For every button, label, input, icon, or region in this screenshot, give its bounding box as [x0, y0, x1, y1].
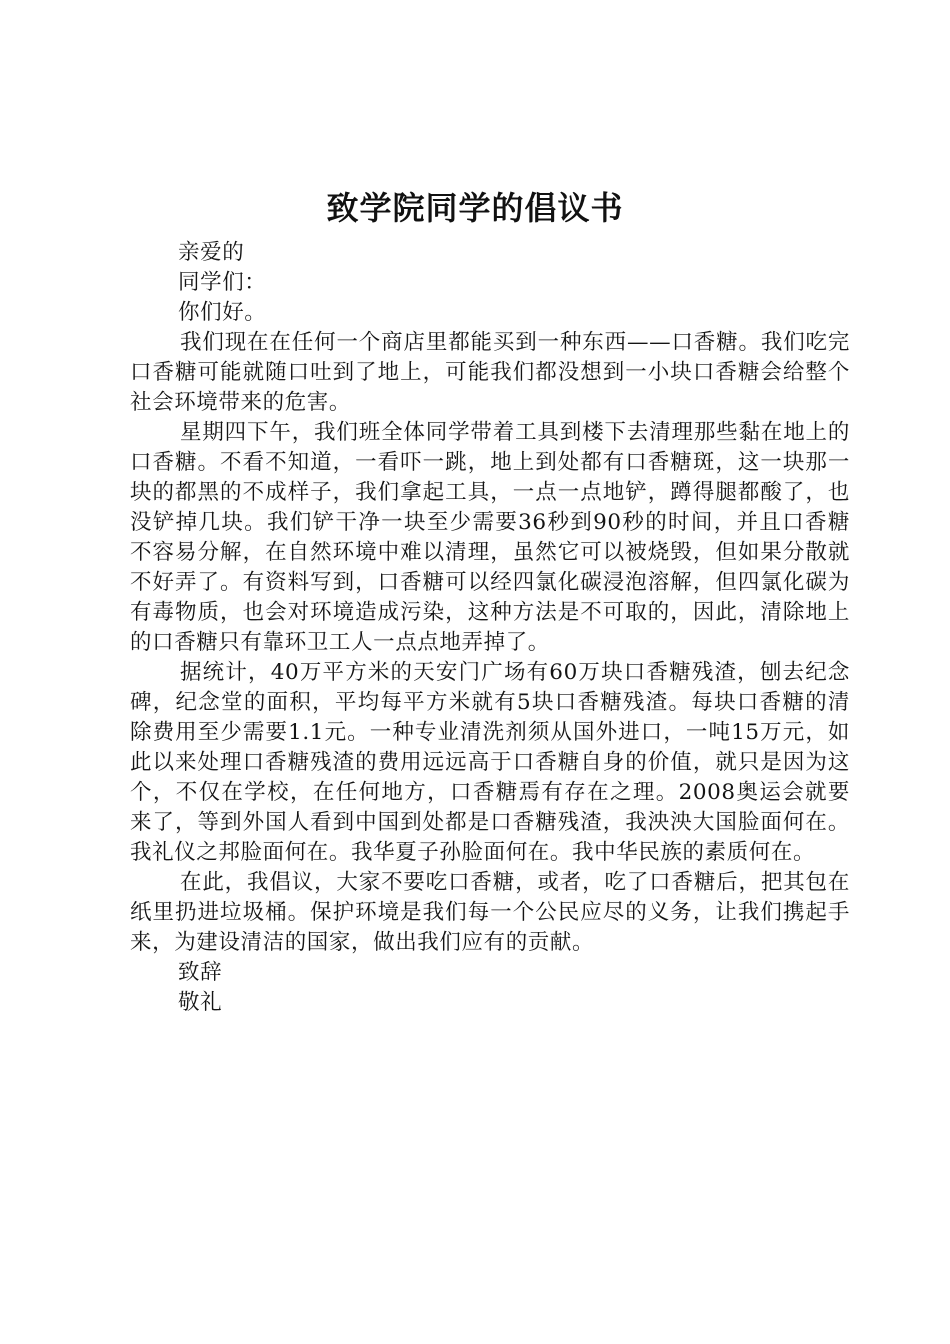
- paragraph-3: 据统计，40万平方米的天安门广场有60万块口香糖残渣，刨去纪念碑，纪念堂的面积，平均每平方米就有5块口香糖残渣。每块口香糖的清除费用至少需要1.1元。一种专业清洗剂须从国外进口，一吨15万元，如此以来处理口香糖残渣的费用远远高于口香糖自身的价值，就只是因为这个，不仅在学校，在任何地方，口香糖焉有存在之理。2008奥运会就要来了，等到外国人看到中国到处都是口香糖残渣，我泱泱大国脸面何在。我礼仪之邦脸面何在。我华夏子孙脸面何在。我中华民族的素质何在。: [130, 660, 850, 865]
- greeting-line: 你们好。: [178, 300, 267, 325]
- closing-line-1: 致辞: [178, 960, 223, 985]
- document-title: 致学院同学的倡议书: [326, 189, 624, 227]
- paragraph-4: 在此，我倡议，大家不要吃口香糖，或者，吃了口香糖后，把其包在纸里扔进垃圾桶。保护环境是我们每一个公民应尽的义务，让我们携起手来，为建设清洁的国家，做出我们应有的贡献。: [130, 870, 850, 955]
- paragraph-2: 星期四下午，我们班全体同学带着工具到楼下去清理那些黏在地上的口香糖。不看不知道，一看吓一跳，地上到处都有口香糖斑，这一块那一块的都黑的不成样子，我们拿起工具，一点一点地铲，蹲得腿都酸了，也没铲掉几块。我们铲干净一块至少需要36秒到90秒的时间，并且口香糖不容易分解，在自然环境中难以清理，虽然它可以被烧毁，但如果分散就不好弄了。有资料写到，口香糖可以经四氯化碳浸泡溶解，但四氯化碳为有毒物质，也会对环境造成污染，这种方法是不可取的，因此，清除地上的口香糖只有靠环卫工人一点点地弄掉了。: [130, 420, 850, 655]
- salutation-line-2: 同学们：: [178, 270, 267, 295]
- document-body: [130, 238, 850, 1018]
- closing-line-2: 敬礼: [178, 990, 223, 1015]
- salutation-line-1: 亲爱的: [178, 240, 245, 265]
- paragraph-1: 我们现在在任何一个商店里都能买到一种东西——口香糖。我们吃完口香糖可能就随口吐到了地上，可能我们都没想到一小块口香糖会给整个社会环境带来的危害。: [130, 330, 850, 415]
